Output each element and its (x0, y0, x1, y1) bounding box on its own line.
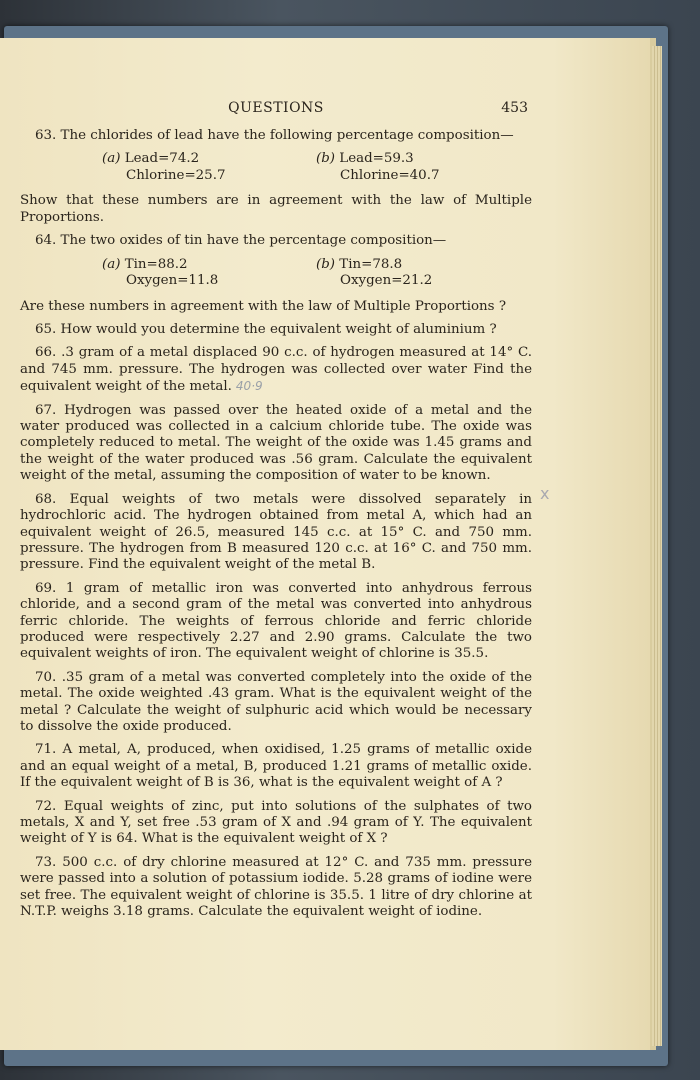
composition-b (316, 151, 439, 184)
oxygen-a: Oxygen=11.8 (126, 273, 219, 289)
question-63-composition (20, 151, 532, 187)
question-71: 71. A metal, A, produced, when oxidised, 1.25 grams of metallic oxide and an equal weight of a metal, B, produced 1.21 grams of metallic oxide. If the equivalent weight of B is 36, what is the equivalent weight of A ? (20, 742, 532, 791)
question-67: 67. Hydrogen was passed over the heated oxide of a metal and the water produced was collected in a calcium chloride tube. The oxide was completely reduced to metal. The weight of the oxide was 1.45 grams and the weight of the water produced was .56 gram. Calculate the equivalent weight of the metal, assuming the composition of water to be known. (20, 402, 532, 484)
pencil-annotation: 40·9 (235, 379, 263, 394)
composition-a (102, 257, 218, 290)
lead-b: Lead=59.3 (339, 151, 414, 167)
question-66-text: 66. .3 gram of a metal displaced 90 c.c. of hydrogen measured at 14° C. and 745 mm. pressure. The hydrogen was collected over water Find the equivalent weight of the metal. (20, 345, 532, 395)
lead-a: Lead=74.2 (124, 151, 200, 167)
question-64-intro: 64. The two oxides of tin have the percentage composition— (35, 233, 447, 249)
running-header (20, 100, 532, 122)
question-69: 69. 1 gram of metallic iron was converted into anhydrous ferrous chloride, and a second gram of the metal was converted into anhydrous ferric chloride. The weights of ferrous chloride and ferric chloride produced were respectively 2.27 and 2.90 grams. Calculate the two equivalent weights of iron. The equivalent weight of chlorine is 35.5. (20, 580, 532, 662)
page-content (20, 100, 532, 927)
margin-pencil-mark: x (540, 484, 550, 503)
question-70: 70. .35 gram of a metal was converted completely into the oxide of the metal. The oxide weighted .43 gram. What is the equivalent weight of the metal ? Calculate the weight of sulphuric acid which would be necessary to dissolve the oxide produced. (20, 669, 532, 734)
page-edge (652, 46, 662, 1046)
label-b: (b) (316, 151, 336, 167)
question-64-composition (20, 257, 532, 293)
composition-b (316, 257, 432, 290)
label-b: (b) (316, 256, 336, 272)
question-66 (20, 345, 532, 395)
question-72: 72. Equal weights of zinc, put into solutions of the sulphates of two metals, X and Y, set free .53 gram of X and .94 gram of Y. The equivalent weight of Y is 64. What is the equivalent weight of X ? (20, 798, 532, 847)
question-63-intro: 63. The chlorides of lead have the following percentage composition— (35, 128, 514, 143)
chlorine-b: Chlorine=40.7 (340, 167, 440, 183)
question-64-after: Are these numbers in agreement with the law of Multiple Proportions ? (20, 298, 506, 314)
question-68: 68. Equal weights of two metals were dissolved separately in hydrochloric acid. The hydrogen obtained from metal A, which had an equivalent weight of 26.5, measured 145 c.c. at 15° C. and 750 mm. pressure. The hydrogen from B measured 120 c.c. at 16° C. and 750 mm. pressure. Find the equivalent weight of the metal B. (20, 491, 532, 573)
chlorine-a: Chlorine=25.7 (126, 167, 226, 183)
header-title: QUESTIONS (228, 100, 324, 116)
label-a: (a) (102, 151, 121, 167)
oxygen-b: Oxygen=21.2 (340, 273, 433, 289)
question-65: 65. How would you determine the equivalent weight of aluminium ? (35, 322, 497, 338)
page-number: 453 (501, 100, 528, 116)
label-a: (a) (102, 256, 121, 272)
tin-b: Tin=78.8 (339, 256, 403, 272)
question-63-after: Show that these numbers are in agreement with the law of Multiple Proportions. (20, 193, 532, 225)
tin-a: Tin=88.2 (124, 256, 188, 272)
question-73: 73. 500 c.c. of dry chlorine measured at 12° C. and 735 mm. pressure were passed into a solution of potassium iodide. 5.28 grams of iodine were set free. The equivalent weight of chlorine is 35.5. 1 litre of dry chlorine at N.T.P. weighs 3.18 grams. Calculate the equivalent weight of iodine. (20, 854, 532, 920)
composition-a (102, 151, 225, 184)
